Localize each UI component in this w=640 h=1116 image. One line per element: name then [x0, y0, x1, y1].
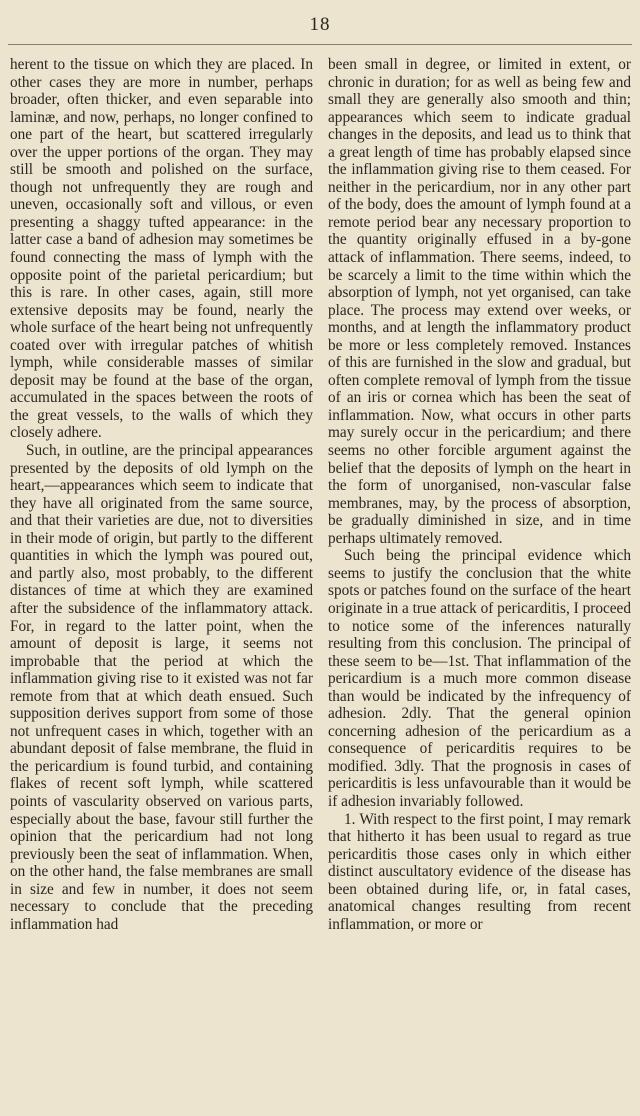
paragraph: Such being the principal evidence which seems to justify the conclusion that the white spots or patches found on the surface of the heart originate in a true attack of pericarditis, I proceed to notice some of the inferences naturally resulting from this conclusion. The principal of these seem to be—1st. That inflammation of the pericardium is a much more common disease than would be indicated by the infrequency of adhesion. 2dly. That the general opinion concerning adhesion of the pericardium as a consequence of pericarditis requires to be modified. 3dly. That the prognosis in cases of pericarditis is less unfavourable than it would be if adhesion invariably followed. — [328, 547, 631, 810]
paragraph: been small in degree, or limited in extent, or chronic in duration; for as well as being few and small they are generally also smooth and thin; appearances which seem to indicate gradual changes in the deposits, and lead us to think that a great length of time has probably elapsed since the inflammation giving rise to them ceased. For neither in the pericardium, nor in any other part of the body, does the amount of lymph found at a remote period bear any necessary proportion to the quantity originally effused in a by-gone attack of inflammation. There seems, indeed, to be scarcely a limit to the time within which the absorption of lymph, not yet organised, can take place. The process may extend over weeks, or months, and at length the inflammatory product be more or less completely removed. Instances of this are furnished in the slow and gradual, but often complete removal of lymph from the tissue of an iris or cornea which has been the seat of inflammation. Now, what occurs in other parts may surely occur in the pericardium; and there seems no other forcible argument against the belief that the deposits of lymph on the heart in the form of unorganised, non-vascular false membranes, may, by the process of absorption, be gradually diminished in size, and in time perhaps ultimately removed. — [328, 56, 631, 547]
paragraph: 1. With respect to the first point, I may remark that hitherto it has been usual to regard as true pericarditis those cases only in which either distinct auscultatory evidence of the disease has been obtained during life, or, in fatal cases, anatomical changes resulting from recent inflammation, or more or — [328, 810, 631, 933]
left-column — [10, 56, 313, 933]
right-column — [328, 56, 631, 933]
paragraph: herent to the tissue on which they are placed. In other cases they are more in number, perhaps broader, often thicker, and even separable into laminæ, and now, perhaps, no longer confined to one part of the heart, but scattered irregularly over the upper portions of the organ. They may still be smooth and polished on the surface, though not unfrequently they are rough and uneven, occasionally soft and villous, or even presenting a shaggy tufted appearance: in the latter case a band of adhesion may sometimes be found connecting the mass of lymph with the opposite point of the parietal pericardium; but this is rare. In other cases, again, still more extensive deposits may be found, nearly the whole surface of the heart being not unfrequently coated over with irregular patches of whitish lymph, while considerable masses of similar deposit may be found at the base of the organ, accumulated in the spaces between the roots of the great vessels, to the walls of which they closely adhere. — [10, 56, 313, 442]
header-rule — [8, 44, 632, 45]
page-number: 18 — [309, 14, 331, 35]
paragraph: Such, in outline, are the principal appearances presented by the deposits of old lymph on the heart,—appearances which seem to indicate that they have all originated from the same source, and that their varieties are due, not to diversities in their mode of origin, but partly to the different quantities in which the lymph was poured out, and partly also, most probably, to the different distances of time at which they are examined after the subsidence of the inflammatory attack. For, in regard to the latter point, when the amount of deposit is large, it seems not improbable that the period at which the inflammation giving rise to it existed was not far remote from that at which death ensued. Such supposition derives support from some of those not unfrequent cases in which, together with an abundant deposit of false membrane, the fluid in the pericardium is found turbid, and containing flakes of recent soft lymph, while scattered points of vascularity observed on various parts, especially about the base, favour still further the opinion that the pericardium had not long previously been the seat of inflammation. When, on the other hand, the false membranes are small in size and few in number, it does not seem necessary to conclude that the preceding inflammation had — [10, 442, 313, 933]
